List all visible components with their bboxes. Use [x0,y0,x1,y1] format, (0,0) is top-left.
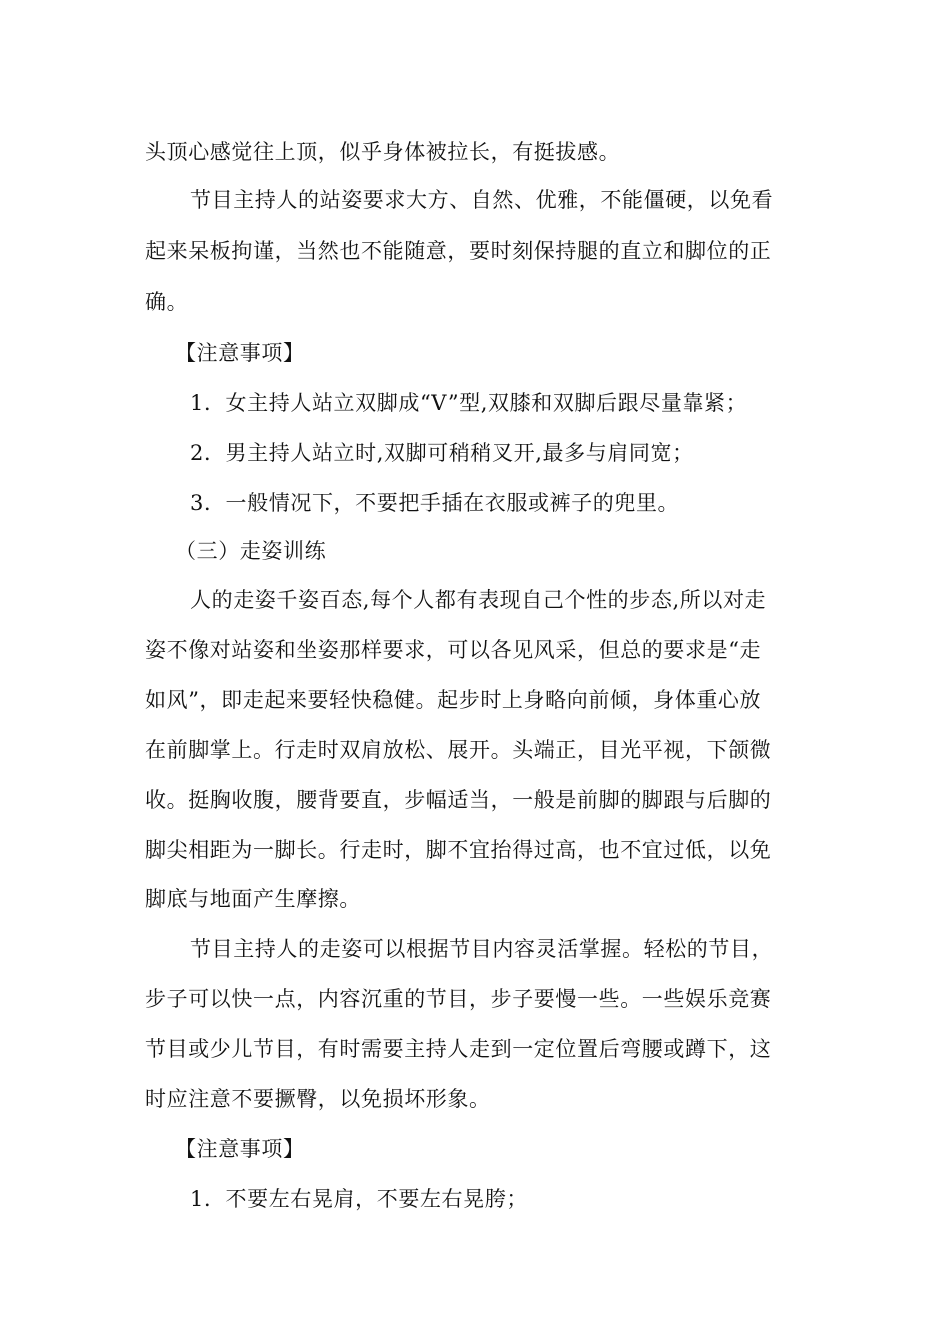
paragraph-line: 节目主持人的站姿要求大方、自然、优雅，不能僵硬，以免看 [190,188,774,212]
paragraph-line: 起来呆板拘谨，当然也不能随意，要时刻保持腿的直立和脚位的正 [145,239,772,263]
paragraph-line: 步子可以快一点，内容沉重的节目，步子要慢一些。一些娱乐竞赛 [145,987,772,1011]
list-item: 1．女主持人站立双脚成“V”型,双膝和双脚后跟尽量靠紧； [190,391,748,415]
paragraph-line: 收。挺胸收腹，腰背要直，步幅适当，一般是前脚的脚跟与后脚的 [145,788,772,812]
paragraph-line: 时应注意不要撅臀，以免损坏形象。 [145,1087,491,1111]
paragraph-line: 在前脚掌上。行走时双肩放松、展开。头端正，目光平视，下颌微 [145,738,772,762]
paragraph-line: 脚尖相距为一脚长。行走时，脚不宜抬得过高，也不宜过低，以免 [145,838,772,862]
paragraph-line: 人的走姿千姿百态,每个人都有表现自己个性的步态,所以对走 [190,588,767,612]
list-item: 2．男主持人站立时,双脚可稍稍叉开,最多与肩同宽； [190,441,694,465]
paragraph-line: 脚底与地面产生摩擦。 [145,887,361,911]
list-item: 1．不要左右晃肩，不要左右晃胯； [190,1187,528,1211]
section-note-heading: 【注意事项】 [175,341,305,365]
list-item: 3．一般情况下，不要把手插在衣服或裤子的兜里。 [190,491,680,515]
paragraph-line: 确。 [145,290,189,314]
paragraph-line: 姿不像对站姿和坐姿那样要求，可以各见风采，但总的要求是“走 [145,638,762,662]
paragraph-line: 如风”，即走起来要轻快稳健。起步时上身略向前倾，身体重心放 [145,688,762,712]
paragraph-line: 节目主持人的走姿可以根据节目内容灵活掌握。轻松的节目， [190,937,774,961]
paragraph-line: 节目或少儿节目，有时需要主持人走到一定位置后弯腰或蹲下，这 [145,1037,772,1061]
section-heading: （三）走姿训练 [175,539,327,563]
section-note-heading: 【注意事项】 [175,1137,305,1161]
paragraph-line: 头顶心感觉往上顶，似乎身体被拉长，有挺拔感。 [145,140,621,164]
